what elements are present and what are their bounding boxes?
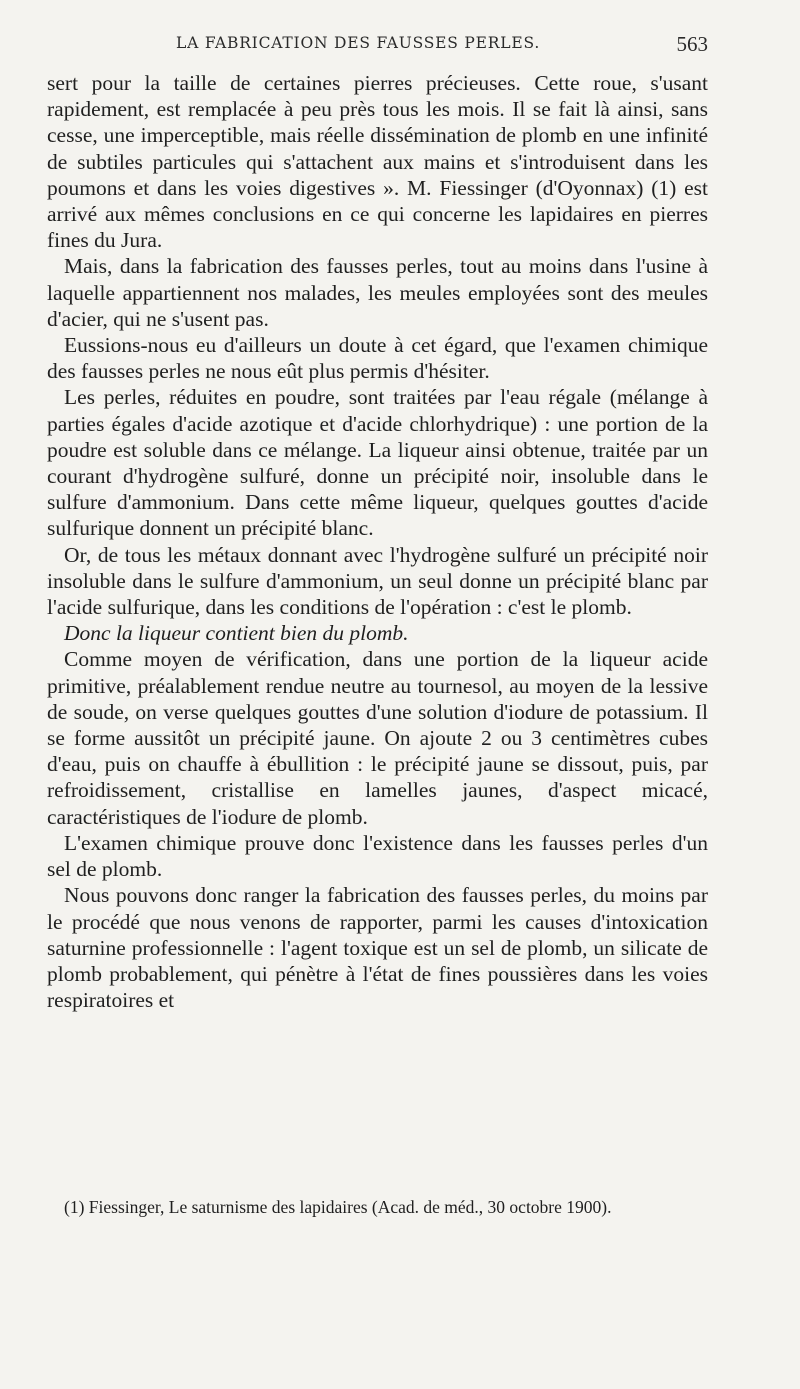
running-title: LA FABRICATION DES FAUSSES PERLES.: [176, 34, 541, 52]
paragraph-continuation: sert pour la taille de certaines pierres précieuses. Cette roue, s'usant rapidement, est remplacée à peu près tous les mois. Il se fait là ainsi, sans cesse, une imperceptible, mais réelle dissémination de plomb en une infinité de subtiles particules qui s'attachent aux mains et s'introduisent dans les poumons et dans les voies digestives ». M. Fiessinger (d'Oyonnax) (1) est arrivé aux mêmes conclusions en ce qui concerne les lapidaires en pierres fines du Jura.: [47, 71, 708, 253]
page-number: 563: [676, 32, 708, 56]
paragraph: Or, de tous les métaux donnant avec l'hydrogène sulfuré un précipité noir insoluble dans le sulfure d'ammonium, un seul donne un précipité blanc par l'acide sulfurique, dans les conditions de l'opération : c'est le plomb.: [47, 542, 708, 620]
page-header: [48, 30, 708, 60]
paragraph: L'examen chimique prouve donc l'existence dans les fausses perles d'un sel de plomb.: [47, 830, 708, 882]
footnote-text: (1) Fiessinger, Le saturnisme des lapidaires (Acad. de méd., 30 octobre 1900).: [64, 1197, 612, 1217]
paragraph: Nous pouvons donc ranger la fabrication des fausses perles, du moins par le procédé que nous venons de rapporter, parmi les causes d'intoxication saturnine professionnelle : l'agent toxique est un sel de plomb, un silicate de plomb probablement, qui pénètre à l'état de fines poussières dans les voies respiratoires et: [47, 883, 708, 1013]
paragraph: Eussions-nous eu d'ailleurs un doute à cet égard, que l'examen chimique des fausses perles ne nous eût plus permis d'hésiter.: [47, 333, 708, 384]
paragraph: Les perles, réduites en poudre, sont traitées par l'eau régale (mélange à parties égales d'acide azotique et d'acide chlorhydrique) : une portion de la poudre est soluble dans ce mélange. La liqueur ainsi obtenue, traitée par un courant d'hydrogène sulfuré, donne un précipité noir, insoluble dans le sulfure d'ammonium. Dans cette même liqueur, quelques gouttes d'acide sulfurique donnent un précipité blanc.: [47, 385, 708, 541]
footnote: [47, 1196, 708, 1218]
paragraph-italic-conclusion: Donc la liqueur contient bien du plomb.: [64, 621, 409, 646]
paragraph: Mais, dans la fabrication des fausses perles, tout au moins dans l'usine à laquelle appartiennent nos malades, les meules employées sont des meules d'acier, qui ne s'usent pas.: [47, 254, 708, 331]
main-text: [47, 70, 708, 1013]
paragraph: Comme moyen de vérification, dans une portion de la liqueur acide primitive, préalablement rendue neutre au tournesol, au moyen de la lessive de soude, on verse quelques gouttes d'une solution d'iodure de potassium. Il se forme aussitôt un précipité jaune. On ajoute 2 ou 3 centimètres cubes d'eau, puis on chauffe à ébullition : le précipité jaune se dissout, puis, par refroidissement, cristallise en lamelles jaunes, d'aspect micacé, caractéristiques de l'iodure de plomb.: [47, 647, 708, 829]
